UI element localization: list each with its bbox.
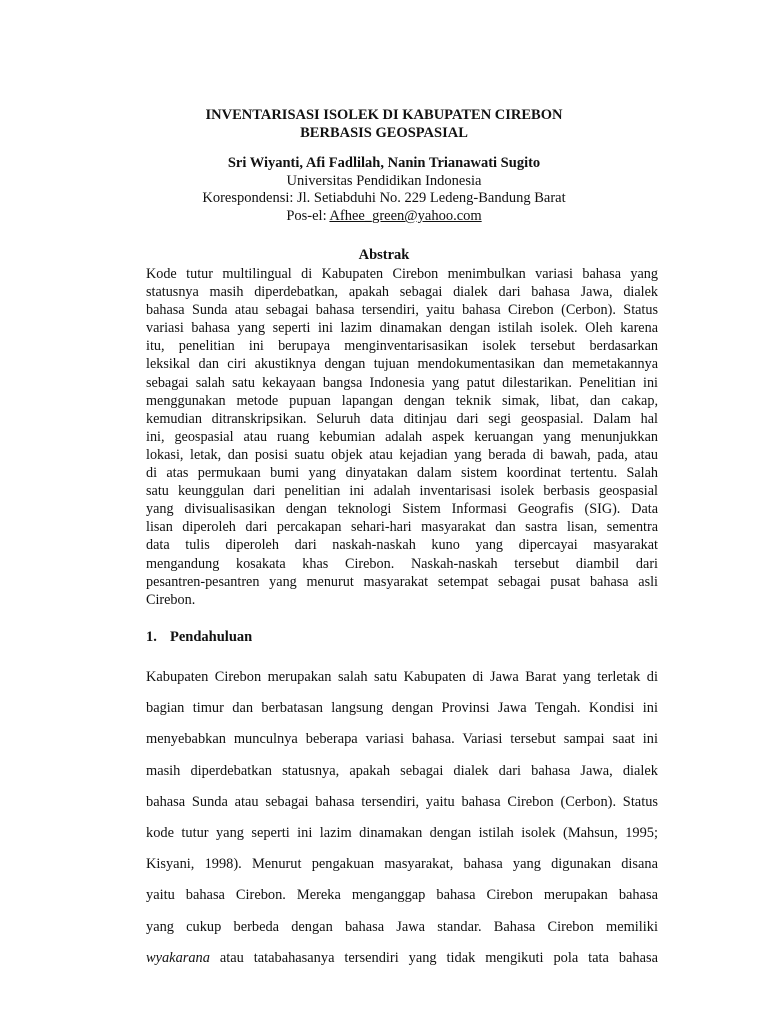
abstract-line: bahasa Sunda atau sebagai bahasa tersendiri, yaitu bahasa Cirebon (Cerbon). Status <box>146 302 658 319</box>
section-title: Pendahuluan <box>170 629 253 645</box>
abstract-heading: Abstrak <box>358 247 410 263</box>
abstract-line: leksikal dan ciri akustiknya dengan tujuan mendokumentasikan dan memetakannya <box>146 356 658 373</box>
section-number: 1. <box>146 629 157 645</box>
abstract-line: satu keunggulan dari penelitian ini adalah inventarisasi isolek berbasis geospasial <box>146 483 658 500</box>
affiliation: Universitas Pendidikan Indonesia <box>286 173 482 189</box>
section-1-heading <box>146 628 252 647</box>
correspondence: Korespondensi: Jl. Setiabduhi No. 229 Ledeng-Bandung Barat <box>202 190 566 206</box>
abstract-line: yang divisualisasikan dengan teknologi Sistem Informasi Geografis (SIG). Data <box>146 501 658 518</box>
abstract-line: lisan diperoleh dari percakapan sehari-hari masyarakat dan sastra lisan, sementra <box>146 519 658 536</box>
abstract-line: data tulis diperoleh dari naskah-naskah kuno yang dipercayai masyarakat <box>146 537 658 554</box>
abstract-line: ini, geospasial atau ruang kebumian adalah aspek keruangan yang menunjukkan <box>146 428 658 445</box>
body-line: yaitu bahasa Cirebon. Mereka menganggap bahasa Cirebon merupakan bahasa <box>146 887 658 904</box>
title-line-1: INVENTARISASI ISOLEK DI KABUPATEN CIREBON <box>205 107 563 123</box>
abstract-line: statusnya masih diperdebatkan, apakah sebagai dialek dari bahasa Jawa, dialek <box>146 284 658 301</box>
abstract-line: Kode tutur multilingual di Kabupaten Cirebon menimbulkan variasi bahasa yang <box>146 266 658 282</box>
section-1-body <box>146 668 658 980</box>
body-line: menyebabkan munculnya beberapa variasi bahasa. Variasi tersebut sampai saat ini <box>146 731 658 748</box>
authors: Sri Wiyanti, Afi Fadlilah, Nanin Trianawati Sugito <box>227 155 541 171</box>
title-line-2: BERBASIS GEOSPASIAL <box>300 125 468 141</box>
body-line: Kisyani, 1998). Menurut pengakuan masyarakat, bahasa yang digunakan disana <box>146 856 658 873</box>
email-prefix: Pos-el: <box>286 208 330 224</box>
abstract-line: Cirebon. <box>146 591 196 608</box>
body-line: yang cukup berbeda dengan bahasa Jawa standar. Bahasa Cirebon memiliki <box>146 918 658 935</box>
body-line <box>146 949 658 980</box>
abstract-line: kemudian ditranskripsikan. Seluruh data ditinjau dari segi geospasial. Dalam hal <box>146 410 658 427</box>
italic-term: wyakarana <box>146 949 210 966</box>
abstract-line: menggunakan metode pupuan lapangan dengan teknik simak, libat, dan cakap, <box>146 392 658 409</box>
body-line: Kabupaten Cirebon merupakan salah satu Kabupaten di Jawa Barat yang terletak di <box>146 669 658 685</box>
abstract-text <box>146 265 658 609</box>
abstract-line: lokasi, letak, dan posisi suatu objek atau kejadian yang berada di bawah, pada, atau <box>146 446 658 463</box>
email-line <box>0 207 768 226</box>
abstract-line: di atas permukaan bumi yang dinyatakan dalam sistem koordinat tertentu. Salah <box>146 465 658 482</box>
abstract-line: pesantren-pesantren yang menurut masyarakat setempat sebagai pusat bahasa asli <box>146 573 658 590</box>
body-line: kode tutur yang seperti ini lazim dinamakan dengan istilah isolek (Mahsun, 1995; <box>146 824 658 841</box>
body-line: bagian timur dan berbatasan langsung dengan Provinsi Jawa Tengah. Kondisi ini <box>146 700 658 717</box>
abstract-line: mengandung kosakata khas Cirebon. Naskah-naskah tersebut diambil dari <box>146 555 658 572</box>
abstract-line: sebagai salah satu kekayaan bangsa Indonesia yang patut dilestarikan. Penelitian ini <box>146 374 658 391</box>
abstract-line: itu, penelitian ini berupaya menginventarisasikan isolek tersebut berdasarkan <box>146 338 658 355</box>
abstract-line: variasi bahasa yang seperti ini lazim dinamakan dengan istilah isolek. Oleh karena <box>146 320 658 337</box>
body-line-rest: atau tatabahasanya tersendiri yang tidak mengikuti pola tata bahasa <box>209 949 658 966</box>
body-line: bahasa Sunda atau sebagai bahasa tersendiri, yaitu bahasa Cirebon (Cerbon). Status <box>146 793 658 810</box>
body-line: masih diperdebatkan statusnya, apakah sebagai dialek dari bahasa Jawa, dialek <box>146 762 658 779</box>
email-link[interactable]: Afhee_green@yahoo.com <box>329 208 482 224</box>
